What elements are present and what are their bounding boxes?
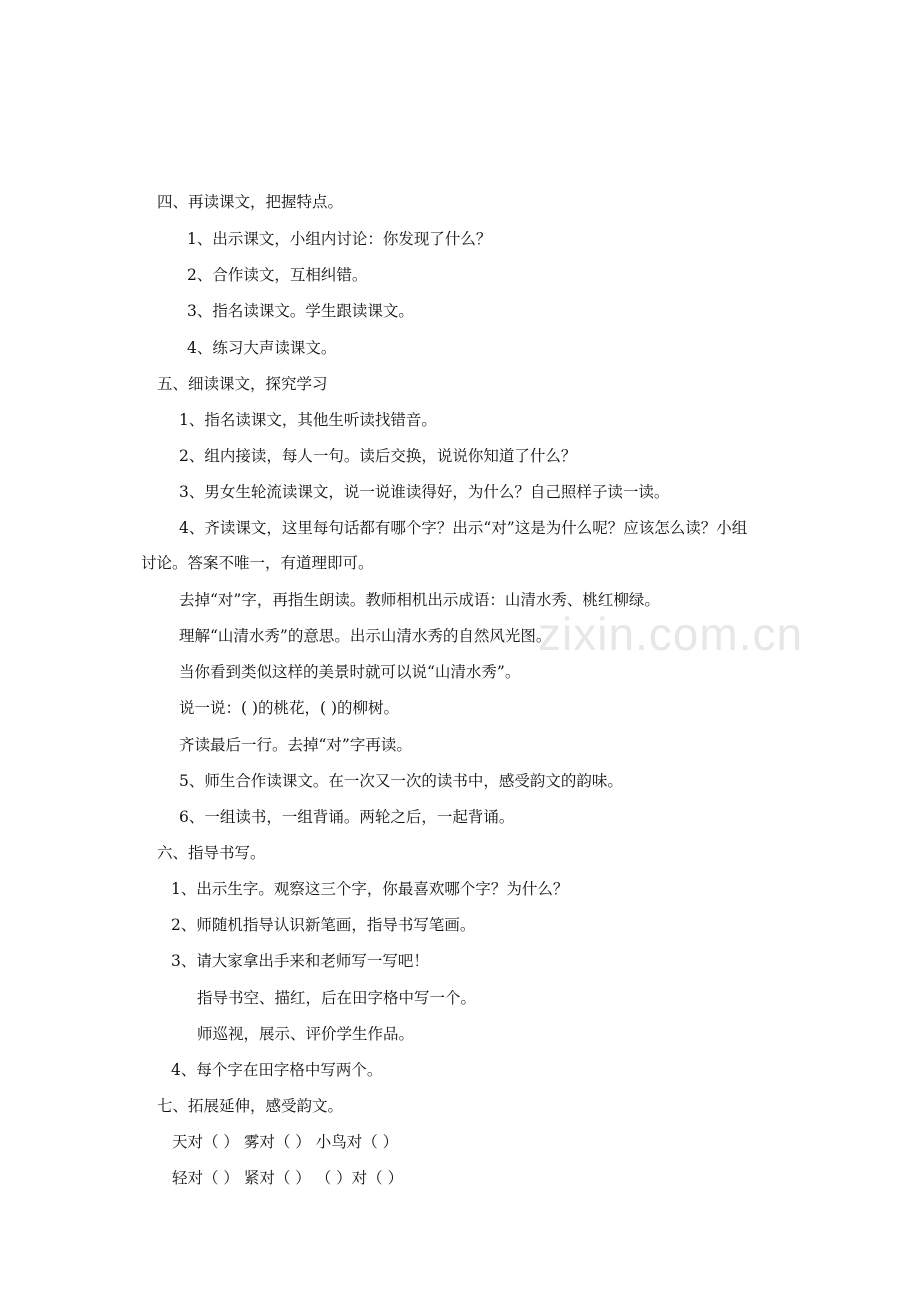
paragraph: 4、每个字在田字格中写两个。	[171, 1061, 383, 1079]
paragraph: 理解“山清水秀”的意思。出示山清水秀的自然风光图。	[179, 627, 552, 645]
section-heading-6: 六、指导书写。	[157, 844, 266, 862]
paragraph: 4、齐读课文，这里每句话都有哪个字？出示“对”这是为什么呢？应该怎么读？小组	[179, 519, 748, 537]
section-heading-7: 七、拓展延伸，感受韵文。	[157, 1097, 344, 1115]
fill-in-blank-line: 轻对（ ） 紧对（ ） （ ）对（ ）	[172, 1169, 404, 1187]
paragraph: 齐读最后一行。去掉“对”字再读。	[179, 736, 412, 754]
paragraph: 5、师生合作读课文。在一次又一次的读书中，感受韵文的韵味。	[179, 772, 623, 790]
paragraph: 3、男女生轮流读课文，说一说谁读得好，为什么？自己照样子读一读。	[179, 483, 670, 501]
paragraph: 1、出示课文，小组内讨论：你发现了什么？	[187, 230, 492, 248]
paragraph: 去掉“对”字，再指生朗读。教师相机出示成语：山清水秀、桃红柳绿。	[179, 591, 660, 609]
paragraph: 3、指名读课文。学生跟读课文。	[187, 302, 414, 320]
paragraph: 6、一组读书，一组背诵。两轮之后，一起背诵。	[179, 808, 515, 826]
paragraph: 指导书空、描红，后在田字格中写一个。	[197, 989, 477, 1007]
fill-in-blank-line: 天对（ ） 雾对（ ） 小鸟对（ ）	[172, 1133, 399, 1151]
section-heading-5: 五、细读课文，探究学习	[157, 375, 328, 393]
paragraph: 4、练习大声读课文。	[187, 339, 337, 357]
paragraph: 2、师随机指导认识新笔画，指导书写笔画。	[171, 916, 476, 934]
fill-in-blank-line: 说一说：( )的桃花，( )的柳树。	[179, 699, 400, 717]
section-heading-4: 四、再读课文，把握特点。	[157, 193, 344, 211]
paragraph: 3、请大家拿出手来和老师写一写吧！	[171, 952, 429, 970]
paragraph: 师巡视，展示、评价学生作品。	[197, 1025, 415, 1043]
paragraph: 2、组内接读，每人一句。读后交换，说说你知道了什么？	[179, 447, 577, 465]
paragraph: 1、出示生字。观察这三个字，你最喜欢哪个字？为什么？	[171, 880, 569, 898]
watermark: zixin.com.cn	[538, 608, 804, 660]
paragraph-continuation: 讨论。答案不唯一，有道理即可。	[141, 554, 374, 572]
paragraph: 1、指名读课文，其他生听读找错音。	[179, 411, 437, 429]
paragraph: 2、合作读文，互相纠错。	[187, 266, 368, 284]
paragraph: 当你看到类似这样的美景时就可以说“山清水秀”。	[179, 663, 521, 681]
